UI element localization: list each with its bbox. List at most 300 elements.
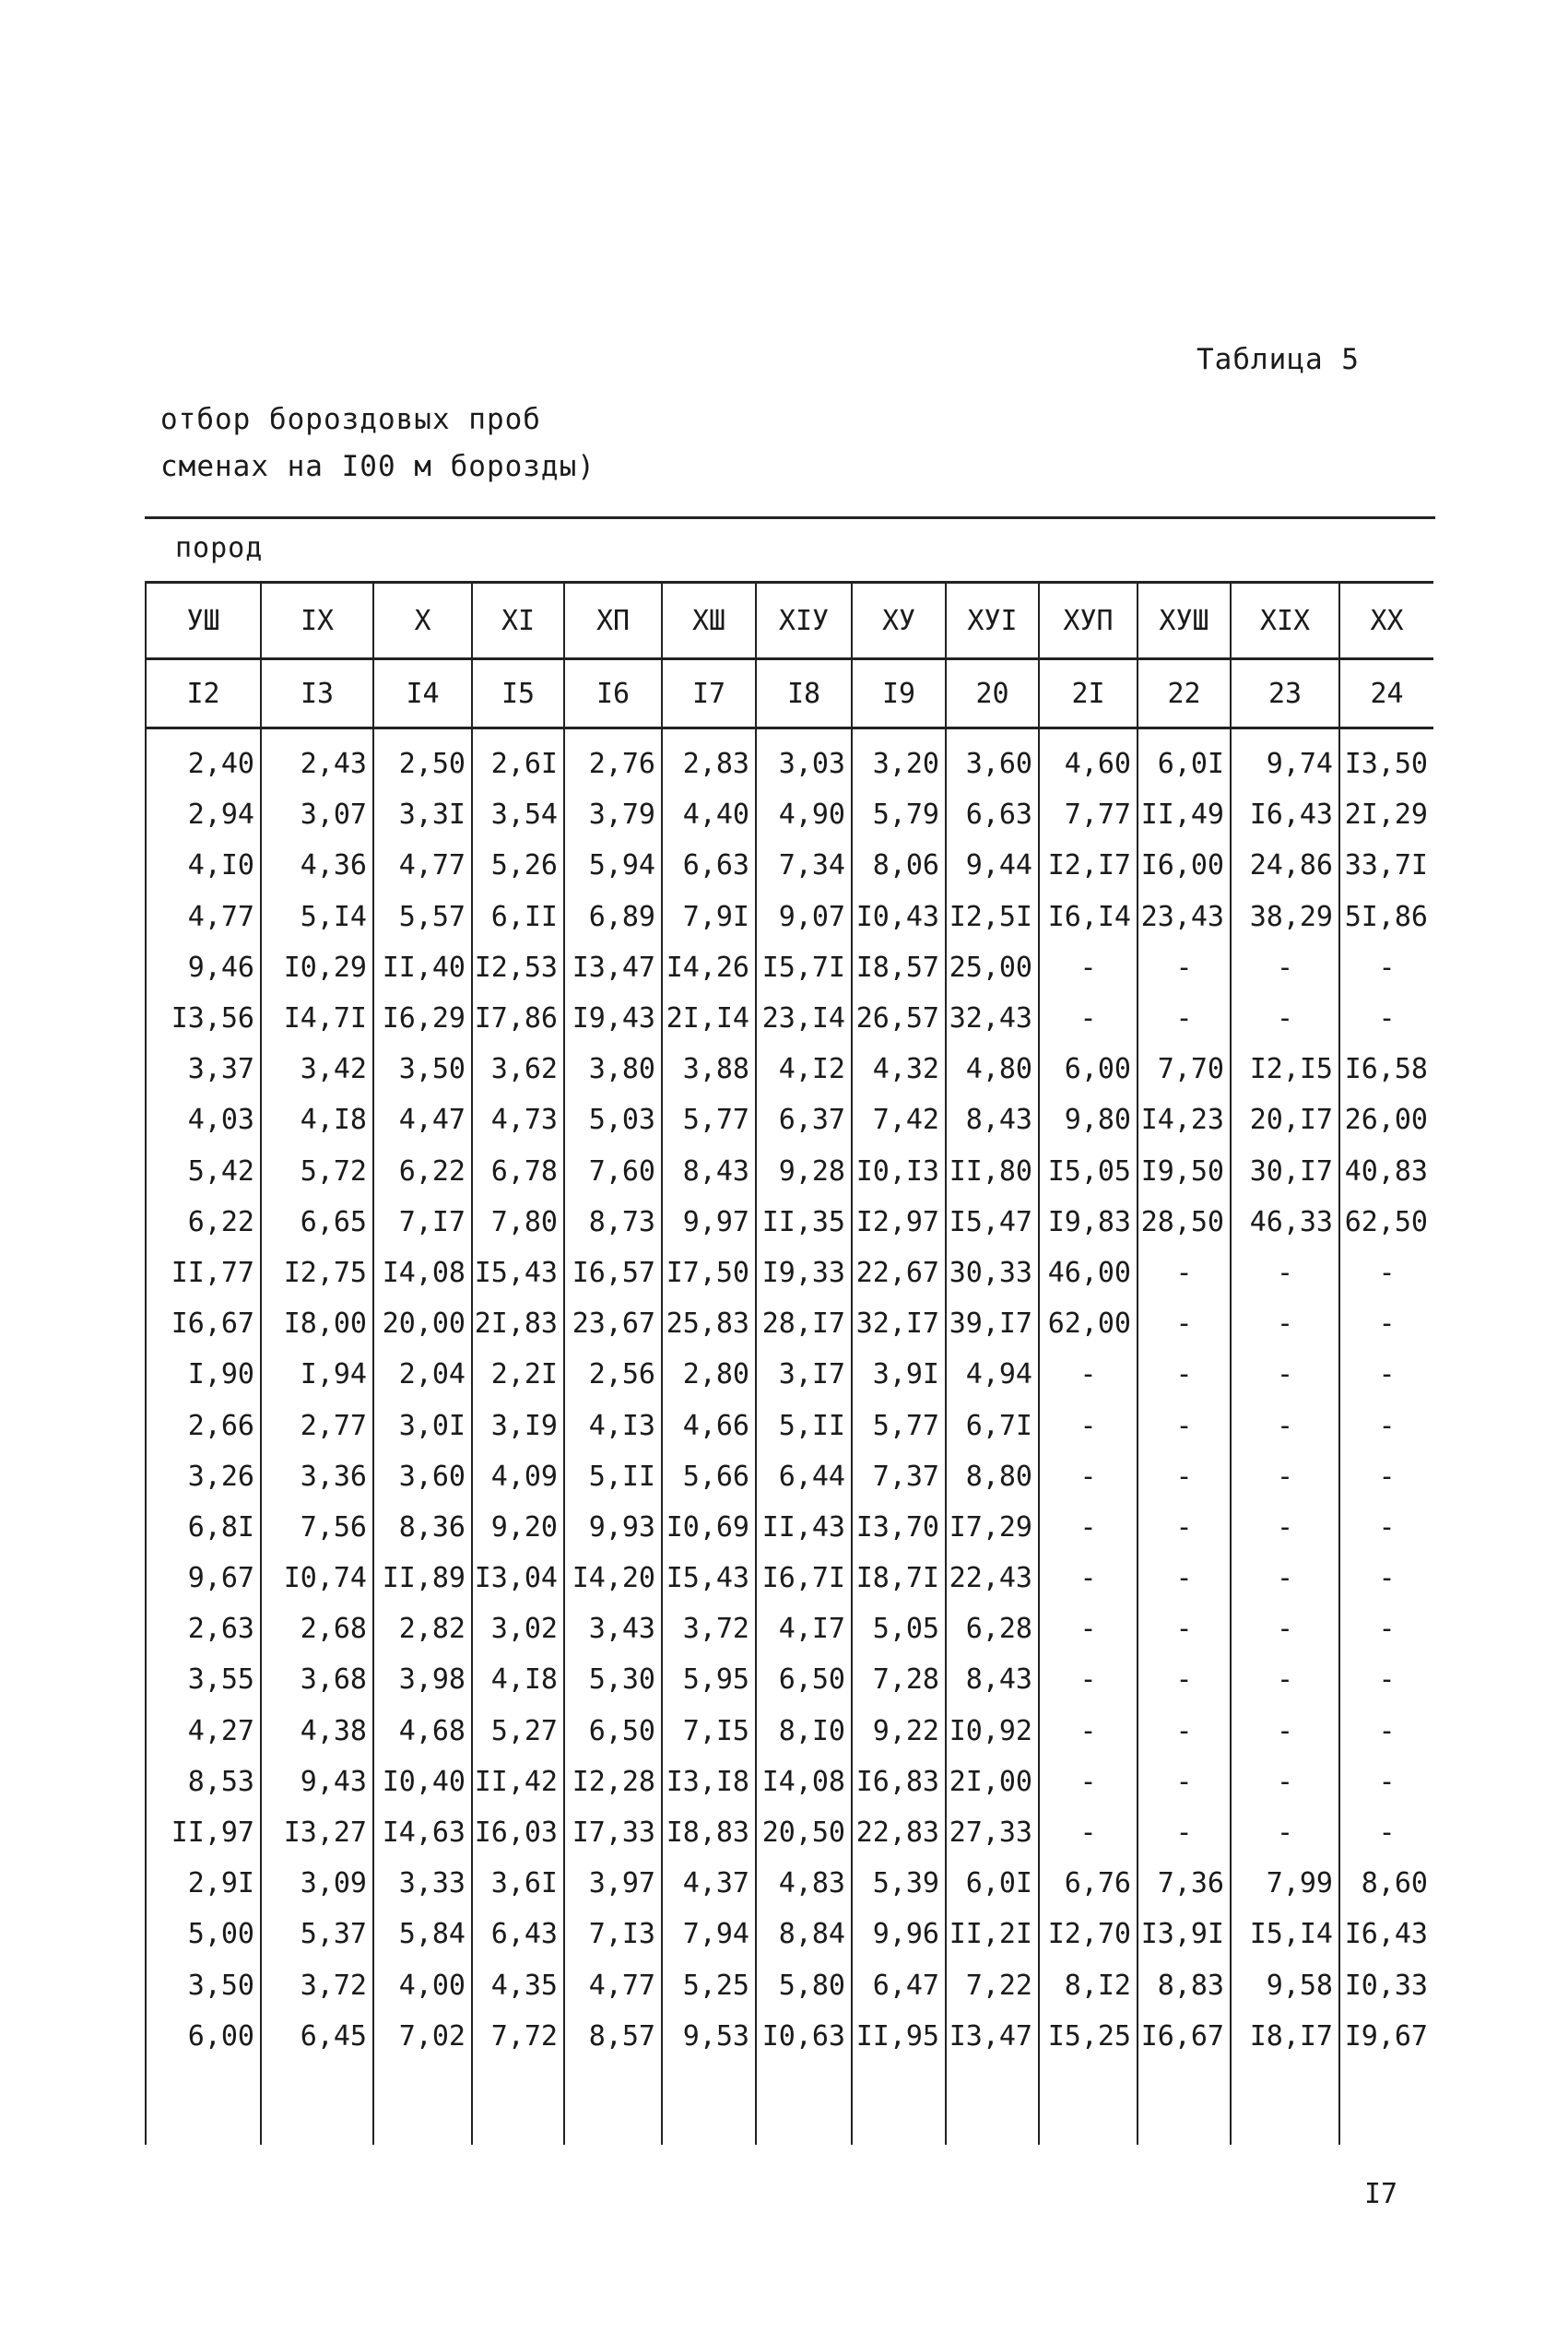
table-cell: II,49 bbox=[1138, 789, 1231, 840]
table-cell: - bbox=[1231, 1807, 1339, 1858]
table-cell: I6,67 bbox=[1138, 2011, 1231, 2062]
table-row bbox=[146, 1960, 1433, 2011]
column-number: I6 bbox=[564, 659, 662, 728]
table-cell: 28,I7 bbox=[756, 1298, 852, 1349]
table-cell: 2,9I bbox=[146, 1858, 261, 1909]
table-cell: - bbox=[1231, 1553, 1339, 1603]
table-cell: 4,00 bbox=[373, 1960, 472, 2011]
table-cell: 6,44 bbox=[756, 1451, 852, 1502]
table-cell: 3,3I bbox=[373, 789, 472, 840]
table-cell: 5,00 bbox=[146, 1909, 261, 1959]
table-cell: 5,05 bbox=[852, 1603, 946, 1654]
table-cell: 6,7I bbox=[946, 1400, 1039, 1450]
table-cell: 4,38 bbox=[261, 1706, 373, 1757]
table-row bbox=[146, 1858, 1433, 1909]
table-cell: 5,95 bbox=[662, 1654, 756, 1705]
table-cell: 3,03 bbox=[756, 728, 852, 790]
table-cell: I0,43 bbox=[852, 892, 946, 942]
column-number: I5 bbox=[472, 659, 564, 728]
table-cell: 2,82 bbox=[373, 1603, 472, 1654]
table-cell: 5,25 bbox=[662, 1960, 756, 2011]
table-cell: 8,73 bbox=[564, 1197, 662, 1248]
table-cell: - bbox=[1339, 1349, 1433, 1400]
table-cell: 4,47 bbox=[373, 1095, 472, 1145]
table-cell: I6,I4 bbox=[1039, 892, 1138, 942]
table-cell: 6,50 bbox=[564, 1706, 662, 1757]
table-cell: I8,7I bbox=[852, 1553, 946, 1603]
table-cell: 2I,I4 bbox=[662, 993, 756, 1044]
table-cell: 4,80 bbox=[946, 1044, 1039, 1095]
table-cell: 2,83 bbox=[662, 728, 756, 790]
table-row bbox=[146, 2011, 1433, 2062]
table-row bbox=[146, 1502, 1433, 1553]
table-cell: - bbox=[1339, 1553, 1433, 1603]
column-number: I4 bbox=[373, 659, 472, 728]
table-row bbox=[146, 1451, 1433, 1502]
table-cell: 4,I3 bbox=[564, 1400, 662, 1450]
table-cell: 3,72 bbox=[662, 1603, 756, 1654]
table-cell: I6,67 bbox=[146, 1298, 261, 1349]
table-cell: 7,70 bbox=[1138, 1044, 1231, 1095]
table-cell: 2I,00 bbox=[946, 1757, 1039, 1807]
table-cell: 6,89 bbox=[564, 892, 662, 942]
table-cell: II,35 bbox=[756, 1197, 852, 1248]
table-cell: II,89 bbox=[373, 1553, 472, 1603]
table-cell: I2,97 bbox=[852, 1197, 946, 1248]
table-cell: 3,I7 bbox=[756, 1349, 852, 1400]
table-cell: 8,80 bbox=[946, 1451, 1039, 1502]
table-cell: - bbox=[1039, 1553, 1138, 1603]
table-cell: I4,7I bbox=[261, 993, 373, 1044]
table-cell: 46,33 bbox=[1231, 1197, 1339, 1248]
table-cell: 3,37 bbox=[146, 1044, 261, 1095]
table-cell: 7,42 bbox=[852, 1095, 946, 1145]
table-cell: - bbox=[1039, 1451, 1138, 1502]
table-cell: 3,02 bbox=[472, 1603, 564, 1654]
table-cell: 6,00 bbox=[146, 2011, 261, 2062]
table-cell: I0,29 bbox=[261, 942, 373, 993]
table-cell: - bbox=[1339, 1248, 1433, 1298]
table-cell: I5,43 bbox=[472, 1248, 564, 1298]
table-cell: 4,35 bbox=[472, 1960, 564, 2011]
table-cell: 9,97 bbox=[662, 1197, 756, 1248]
table-cell: - bbox=[1339, 993, 1433, 1044]
table-cell: II,40 bbox=[373, 942, 472, 993]
column-header: XIX bbox=[1231, 583, 1339, 659]
table-cell: I3,70 bbox=[852, 1502, 946, 1553]
table-body bbox=[146, 728, 1433, 2145]
table-tail-cell bbox=[946, 2062, 1039, 2145]
table-cell: 6,II bbox=[472, 892, 564, 942]
table-cell: - bbox=[1231, 1706, 1339, 1757]
column-header: IX bbox=[261, 583, 373, 659]
table-cell: I0,74 bbox=[261, 1553, 373, 1603]
table-cell: 33,7I bbox=[1339, 840, 1433, 891]
table-cell: II,97 bbox=[146, 1807, 261, 1858]
table-cell: 4,68 bbox=[373, 1706, 472, 1757]
table-cell: 3,88 bbox=[662, 1044, 756, 1095]
table-cell: 5,03 bbox=[564, 1095, 662, 1145]
table-cell: 7,I3 bbox=[564, 1909, 662, 1959]
top-rule bbox=[145, 516, 1435, 519]
table-cell: 4,I7 bbox=[756, 1603, 852, 1654]
table-row bbox=[146, 1349, 1433, 1400]
table-cell: 5I,86 bbox=[1339, 892, 1433, 942]
table-cell: 6,76 bbox=[1039, 1858, 1138, 1909]
table-cell: I4,26 bbox=[662, 942, 756, 993]
table-cell: - bbox=[1039, 1706, 1138, 1757]
table-cell: 2,77 bbox=[261, 1400, 373, 1450]
table-cell: I4,23 bbox=[1138, 1095, 1231, 1145]
table-cell: I9,67 bbox=[1339, 2011, 1433, 2062]
table-tail-cell bbox=[662, 2062, 756, 2145]
table-cell: 6,78 bbox=[472, 1146, 564, 1197]
column-number: I3 bbox=[261, 659, 373, 728]
table-cell: 3,50 bbox=[373, 1044, 472, 1095]
table-cell: - bbox=[1138, 1654, 1231, 1705]
table-cell: 9,43 bbox=[261, 1757, 373, 1807]
table-cell: 4,83 bbox=[756, 1858, 852, 1909]
table-cell: 8,53 bbox=[146, 1757, 261, 1807]
page-number: I7 bbox=[1364, 2178, 1398, 2210]
column-number: I9 bbox=[852, 659, 946, 728]
table-cell: 3,55 bbox=[146, 1654, 261, 1705]
table-cell: 4,32 bbox=[852, 1044, 946, 1095]
table-cell: - bbox=[1231, 1248, 1339, 1298]
table-cell: 20,00 bbox=[373, 1298, 472, 1349]
table-cell: I3,47 bbox=[564, 942, 662, 993]
table-cell: 2,40 bbox=[146, 728, 261, 790]
table-cell: 5,37 bbox=[261, 1909, 373, 1959]
table-cell: I6,7I bbox=[756, 1553, 852, 1603]
table-cell: 3,80 bbox=[564, 1044, 662, 1095]
table-head bbox=[146, 583, 1433, 728]
table-cell: I6,29 bbox=[373, 993, 472, 1044]
table-cell: I6,83 bbox=[852, 1757, 946, 1807]
table-cell: - bbox=[1339, 942, 1433, 993]
table-cell: 9,74 bbox=[1231, 728, 1339, 790]
table-cell: 22,83 bbox=[852, 1807, 946, 1858]
table-cell: 8,I2 bbox=[1039, 1960, 1138, 2011]
table-cell: I2,53 bbox=[472, 942, 564, 993]
table-cell: 3,36 bbox=[261, 1451, 373, 1502]
table-cell: 3,0I bbox=[373, 1400, 472, 1450]
table-cell: 23,43 bbox=[1138, 892, 1231, 942]
table-row bbox=[146, 1553, 1433, 1603]
table-cell: I9,33 bbox=[756, 1248, 852, 1298]
table-cell: 7,28 bbox=[852, 1654, 946, 1705]
table-cell: 5,42 bbox=[146, 1146, 261, 1197]
table-cell: 8,83 bbox=[1138, 1960, 1231, 2011]
table-heading bbox=[160, 396, 595, 491]
table-cell: I6,57 bbox=[564, 1248, 662, 1298]
table-row bbox=[146, 1909, 1433, 1959]
table-cell: 22,43 bbox=[946, 1553, 1039, 1603]
table-cell: 7,77 bbox=[1039, 789, 1138, 840]
table-cell: - bbox=[1231, 1400, 1339, 1450]
table-cell: 4,I8 bbox=[261, 1095, 373, 1145]
table-cell: 3,43 bbox=[564, 1603, 662, 1654]
table-tail-cell bbox=[373, 2062, 472, 2145]
table-row bbox=[146, 1095, 1433, 1145]
heading-line-1: отбор бороздовых проб bbox=[160, 403, 541, 436]
table-cell: 62,50 bbox=[1339, 1197, 1433, 1248]
table-cell: 7,94 bbox=[662, 1909, 756, 1959]
table-cell: I0,33 bbox=[1339, 1960, 1433, 2011]
column-number: 2I bbox=[1039, 659, 1138, 728]
table-cell: I0,40 bbox=[373, 1757, 472, 1807]
table-cell: 3,07 bbox=[261, 789, 373, 840]
table-cell: 7,I5 bbox=[662, 1706, 756, 1757]
table-cell: I5,I4 bbox=[1231, 1909, 1339, 1959]
table-cell: - bbox=[1138, 1553, 1231, 1603]
table-cell: 2,04 bbox=[373, 1349, 472, 1400]
table-cell: 4,09 bbox=[472, 1451, 564, 1502]
column-header: XI bbox=[472, 583, 564, 659]
table-cell: 2,63 bbox=[146, 1603, 261, 1654]
table-cell: - bbox=[1138, 993, 1231, 1044]
table-cell: - bbox=[1339, 1502, 1433, 1553]
table-cell: - bbox=[1231, 1502, 1339, 1553]
table-cell: - bbox=[1231, 1757, 1339, 1807]
table-cell: I6,43 bbox=[1231, 789, 1339, 840]
table-cell: I7,29 bbox=[946, 1502, 1039, 1553]
table-tail-cell bbox=[1039, 2062, 1138, 2145]
table-cell: I6,03 bbox=[472, 1807, 564, 1858]
table-cell: 3,68 bbox=[261, 1654, 373, 1705]
table-cell: 3,62 bbox=[472, 1044, 564, 1095]
column-number: I8 bbox=[756, 659, 852, 728]
table-cell: - bbox=[1138, 1248, 1231, 1298]
table-cell: 2,76 bbox=[564, 728, 662, 790]
table-cell: 4,77 bbox=[373, 840, 472, 891]
table-cell: 7,37 bbox=[852, 1451, 946, 1502]
table-cell: 7,60 bbox=[564, 1146, 662, 1197]
table-cell: I3,27 bbox=[261, 1807, 373, 1858]
table-cell: 9,28 bbox=[756, 1146, 852, 1197]
table-cell: - bbox=[1339, 1757, 1433, 1807]
table-cell: 4,I0 bbox=[146, 840, 261, 891]
table-row bbox=[146, 1654, 1433, 1705]
table-cell: I0,63 bbox=[756, 2011, 852, 2062]
table-cell: - bbox=[1339, 1603, 1433, 1654]
table-cell: - bbox=[1138, 1349, 1231, 1400]
table-row bbox=[146, 1757, 1433, 1807]
table-cell: - bbox=[1138, 942, 1231, 993]
table-cell: 8,57 bbox=[564, 2011, 662, 2062]
table-row bbox=[146, 1248, 1433, 1298]
table-cell: - bbox=[1339, 1807, 1433, 1858]
column-number: 22 bbox=[1138, 659, 1231, 728]
table-tail-cell bbox=[852, 2062, 946, 2145]
table-cell: 4,77 bbox=[146, 892, 261, 942]
table-cell: 4,66 bbox=[662, 1400, 756, 1450]
table-cell: 8,I0 bbox=[756, 1706, 852, 1757]
table-cell: 3,97 bbox=[564, 1858, 662, 1909]
table-cell: - bbox=[1138, 1706, 1231, 1757]
table-cell: 7,22 bbox=[946, 1960, 1039, 2011]
column-number: 20 bbox=[946, 659, 1039, 728]
table-cell: 62,00 bbox=[1039, 1298, 1138, 1349]
table-cell: 5,80 bbox=[756, 1960, 852, 2011]
table-cell: 5,66 bbox=[662, 1451, 756, 1502]
table-tail-cell bbox=[1231, 2062, 1339, 2145]
table-cell: 8,36 bbox=[373, 1502, 472, 1553]
table-cell: 6,22 bbox=[146, 1197, 261, 1248]
table-row bbox=[146, 1400, 1433, 1450]
table-cell: 3,54 bbox=[472, 789, 564, 840]
column-number: 24 bbox=[1339, 659, 1433, 728]
table-cell: 3,33 bbox=[373, 1858, 472, 1909]
table-cell: 6,43 bbox=[472, 1909, 564, 1959]
table-row bbox=[146, 1298, 1433, 1349]
table-cell: I2,I7 bbox=[1039, 840, 1138, 891]
table-cell: 7,72 bbox=[472, 2011, 564, 2062]
table-cell: - bbox=[1039, 1757, 1138, 1807]
table-cell: 5,57 bbox=[373, 892, 472, 942]
table-cell: 5,26 bbox=[472, 840, 564, 891]
table-cell: 8,60 bbox=[1339, 1858, 1433, 1909]
table-cell: 9,44 bbox=[946, 840, 1039, 891]
table-cell: 27,33 bbox=[946, 1807, 1039, 1858]
table-cell: 20,50 bbox=[756, 1807, 852, 1858]
table-cell: 6,63 bbox=[946, 789, 1039, 840]
table-row bbox=[146, 1807, 1433, 1858]
table-cell: 7,56 bbox=[261, 1502, 373, 1553]
table-cell: 5,72 bbox=[261, 1146, 373, 1197]
table-cell: II,77 bbox=[146, 1248, 261, 1298]
table-cell: I4,63 bbox=[373, 1807, 472, 1858]
table-cell: - bbox=[1039, 1400, 1138, 1450]
table-cell: 8,84 bbox=[756, 1909, 852, 1959]
table-cell: I3,04 bbox=[472, 1553, 564, 1603]
table-cell: 5,77 bbox=[852, 1400, 946, 1450]
table-cell: 2,80 bbox=[662, 1349, 756, 1400]
table-cell: 2,68 bbox=[261, 1603, 373, 1654]
table-cell: 4,I2 bbox=[756, 1044, 852, 1095]
table-cell: 3,20 bbox=[852, 728, 946, 790]
table-label: Таблица 5 bbox=[1197, 343, 1360, 376]
table-cell: - bbox=[1231, 1349, 1339, 1400]
table-cell: II,42 bbox=[472, 1757, 564, 1807]
table-cell: - bbox=[1138, 1807, 1231, 1858]
table-row bbox=[146, 1197, 1433, 1248]
table-cell: 5,II bbox=[756, 1400, 852, 1450]
table-cell: 2,2I bbox=[472, 1349, 564, 1400]
table-cell: 4,I8 bbox=[472, 1654, 564, 1705]
table-cell: 4,40 bbox=[662, 789, 756, 840]
table-cell: I2,70 bbox=[1039, 1909, 1138, 1959]
table-cell: - bbox=[1231, 1654, 1339, 1705]
table-cell: 6,50 bbox=[756, 1654, 852, 1705]
table-cell: 7,34 bbox=[756, 840, 852, 891]
table-cell: 9,20 bbox=[472, 1502, 564, 1553]
table-cell: II,95 bbox=[852, 2011, 946, 2062]
table-row bbox=[146, 942, 1433, 993]
table-cell: 5,27 bbox=[472, 1706, 564, 1757]
table-cell: 6,0I bbox=[1138, 728, 1231, 790]
table-cell: 3,42 bbox=[261, 1044, 373, 1095]
table-cell: - bbox=[1039, 1502, 1138, 1553]
table-cell: I0,69 bbox=[662, 1502, 756, 1553]
table-tail-cell bbox=[472, 2062, 564, 2145]
table-cell: I5,25 bbox=[1039, 2011, 1138, 2062]
table-cell: 4,37 bbox=[662, 1858, 756, 1909]
table-cell: - bbox=[1339, 1451, 1433, 1502]
table-cell: I,94 bbox=[261, 1349, 373, 1400]
table-cell: 3,72 bbox=[261, 1960, 373, 2011]
heading-line-2: сменах на I00 м борозды) bbox=[160, 450, 595, 483]
table-cell: 9,46 bbox=[146, 942, 261, 993]
table-cell: I5,05 bbox=[1039, 1146, 1138, 1197]
table-row bbox=[146, 993, 1433, 1044]
table-cell: - bbox=[1039, 1654, 1138, 1705]
table-cell: 2,56 bbox=[564, 1349, 662, 1400]
table-cell: 7,99 bbox=[1231, 1858, 1339, 1909]
table-cell: 4,27 bbox=[146, 1706, 261, 1757]
table-row bbox=[146, 1706, 1433, 1757]
table-cell: I7,33 bbox=[564, 1807, 662, 1858]
table-cell: 9,22 bbox=[852, 1706, 946, 1757]
table-cell: 23,I4 bbox=[756, 993, 852, 1044]
column-number: I7 bbox=[662, 659, 756, 728]
table-cell: I3,I8 bbox=[662, 1757, 756, 1807]
column-header: XП bbox=[564, 583, 662, 659]
table-cell: - bbox=[1039, 993, 1138, 1044]
table-cell: 5,84 bbox=[373, 1909, 472, 1959]
table-cell: 2,66 bbox=[146, 1400, 261, 1450]
column-number: 23 bbox=[1231, 659, 1339, 728]
table-cell: 3,98 bbox=[373, 1654, 472, 1705]
table-cell: 30,33 bbox=[946, 1248, 1039, 1298]
table-tail-cell bbox=[261, 2062, 373, 2145]
table-cell: 8,43 bbox=[946, 1095, 1039, 1145]
table-cell: - bbox=[1231, 1298, 1339, 1349]
subheading: пород bbox=[175, 532, 264, 564]
table-cell: I9,83 bbox=[1039, 1197, 1138, 1248]
table-cell: 46,00 bbox=[1039, 1248, 1138, 1298]
table-cell: I4,20 bbox=[564, 1553, 662, 1603]
table-row bbox=[146, 1044, 1433, 1095]
table-cell: - bbox=[1039, 942, 1138, 993]
table-cell: 26,57 bbox=[852, 993, 946, 1044]
table-tail-cell bbox=[564, 2062, 662, 2145]
table-cell: II,80 bbox=[946, 1146, 1039, 1197]
table-cell: 9,53 bbox=[662, 2011, 756, 2062]
table-cell: 32,43 bbox=[946, 993, 1039, 1044]
table-cell: 9,96 bbox=[852, 1909, 946, 1959]
table-cell: - bbox=[1339, 1298, 1433, 1349]
table-cell: 9,58 bbox=[1231, 1960, 1339, 2011]
table-cell: 7,9I bbox=[662, 892, 756, 942]
table-cell: I4,08 bbox=[756, 1757, 852, 1807]
column-header: XУI bbox=[946, 583, 1039, 659]
table-cell: I3,56 bbox=[146, 993, 261, 1044]
table-cell: - bbox=[1138, 1502, 1231, 1553]
table-cell: 5,77 bbox=[662, 1095, 756, 1145]
column-number: I2 bbox=[146, 659, 261, 728]
table-cell: 6,37 bbox=[756, 1095, 852, 1145]
table-cell: 6,45 bbox=[261, 2011, 373, 2062]
table-row bbox=[146, 728, 1433, 790]
table-cell: 7,80 bbox=[472, 1197, 564, 1248]
column-header-row bbox=[146, 583, 1433, 659]
table-tail-cell bbox=[1339, 2062, 1433, 2145]
table-cell: I3,9I bbox=[1138, 1909, 1231, 1959]
table-cell: 7,I7 bbox=[373, 1197, 472, 1248]
table-cell: I8,57 bbox=[852, 942, 946, 993]
table-cell: 2I,83 bbox=[472, 1298, 564, 1349]
